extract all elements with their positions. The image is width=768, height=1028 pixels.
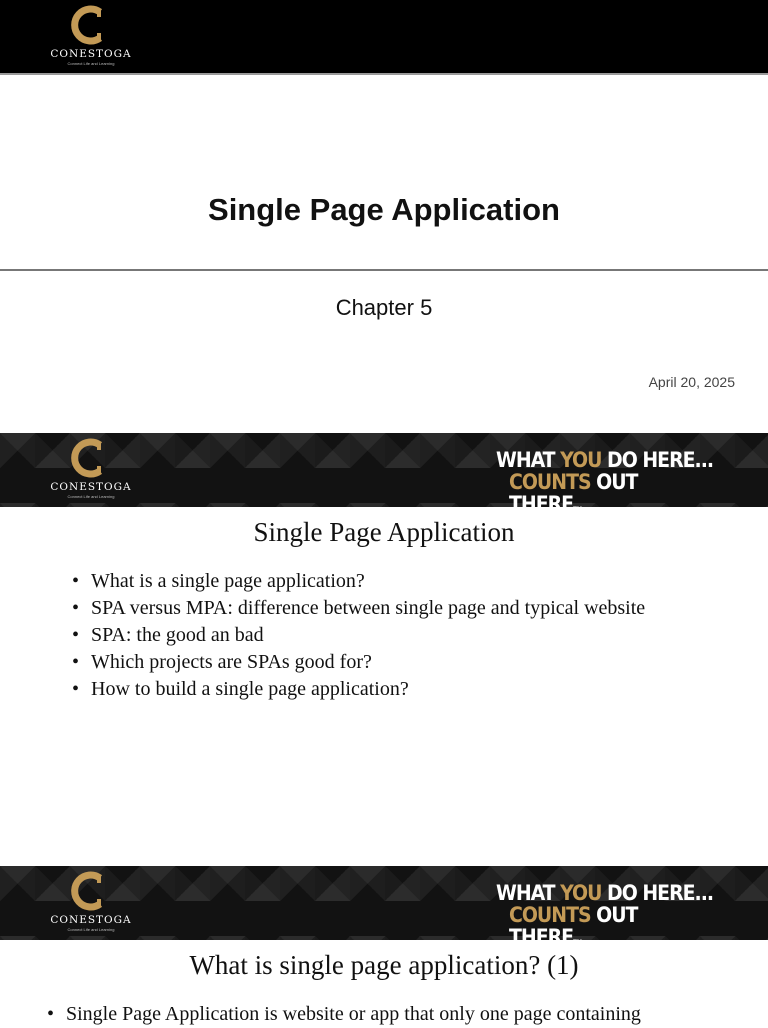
slide3-title: What is single page application? (1) [189,950,579,980]
slide2-title: Single Page Application [253,517,515,547]
slide1-title: Single Page Application [208,192,560,227]
conestoga-logo [46,872,136,934]
slogan-text: WHAT [496,881,561,905]
trademark-mark: TM [573,506,583,513]
slogan-text: WHAT [496,448,561,472]
list-item: • Which projects are SPAs good for? [91,649,645,676]
slogan-line-1 [496,882,716,904]
slogan-text: DO HERE... [601,881,714,905]
slide2-header-bar [0,433,768,516]
conestoga-logo [46,6,136,68]
slogan-text: OUT THERE [509,470,638,516]
slogan-highlight: YOU [560,881,602,905]
conestoga-c-logo-icon [71,872,111,910]
slide1-date: April 20, 2025 [648,374,735,390]
list-item: • SPA versus MPA: difference between single page and typical website [91,595,645,622]
slogan-highlight: COUNTS [509,470,591,494]
list-item: • How to build a single page application? [91,676,645,703]
slogan-highlight: YOU [560,448,602,472]
list-item: • What is a single page application? [91,568,645,595]
slogan-text: OUT THERE [509,903,638,949]
logo-tagline: Connect Life and Learning [67,494,115,499]
slogan-line-2 [496,904,716,954]
slogan-highlight: COUNTS [509,903,591,927]
slide3-bullet-list [66,1001,756,1028]
logo-wordmark: CONESTOGA [50,914,132,926]
slogan [496,882,716,954]
logo-tagline: Connect Life and Learning [67,927,115,932]
slide1-subtitle: Chapter 5 [335,295,433,320]
slogan-line-1 [496,449,716,471]
logo-wordmark: CONESTOGA [50,48,132,60]
slide1-header-bar [0,0,768,74]
list-item: • Single Page Application is website or app that only one page containing [66,1001,756,1028]
trademark-mark: TM [573,939,583,946]
conestoga-logo [46,439,136,501]
slogan-line-2 [496,471,716,521]
header-divider [0,73,768,75]
title-divider [0,269,768,271]
logo-tagline: Connect Life and Learning [67,61,115,66]
slide3-header-bar [0,866,768,949]
slide2-bullet-list [91,568,645,703]
slogan-text: DO HERE... [601,448,714,472]
logo-wordmark: CONESTOGA [50,481,132,493]
slogan [496,449,716,521]
conestoga-c-logo-icon [71,439,111,477]
conestoga-c-logo-icon [71,6,111,44]
list-item: • SPA: the good an bad [91,622,645,649]
